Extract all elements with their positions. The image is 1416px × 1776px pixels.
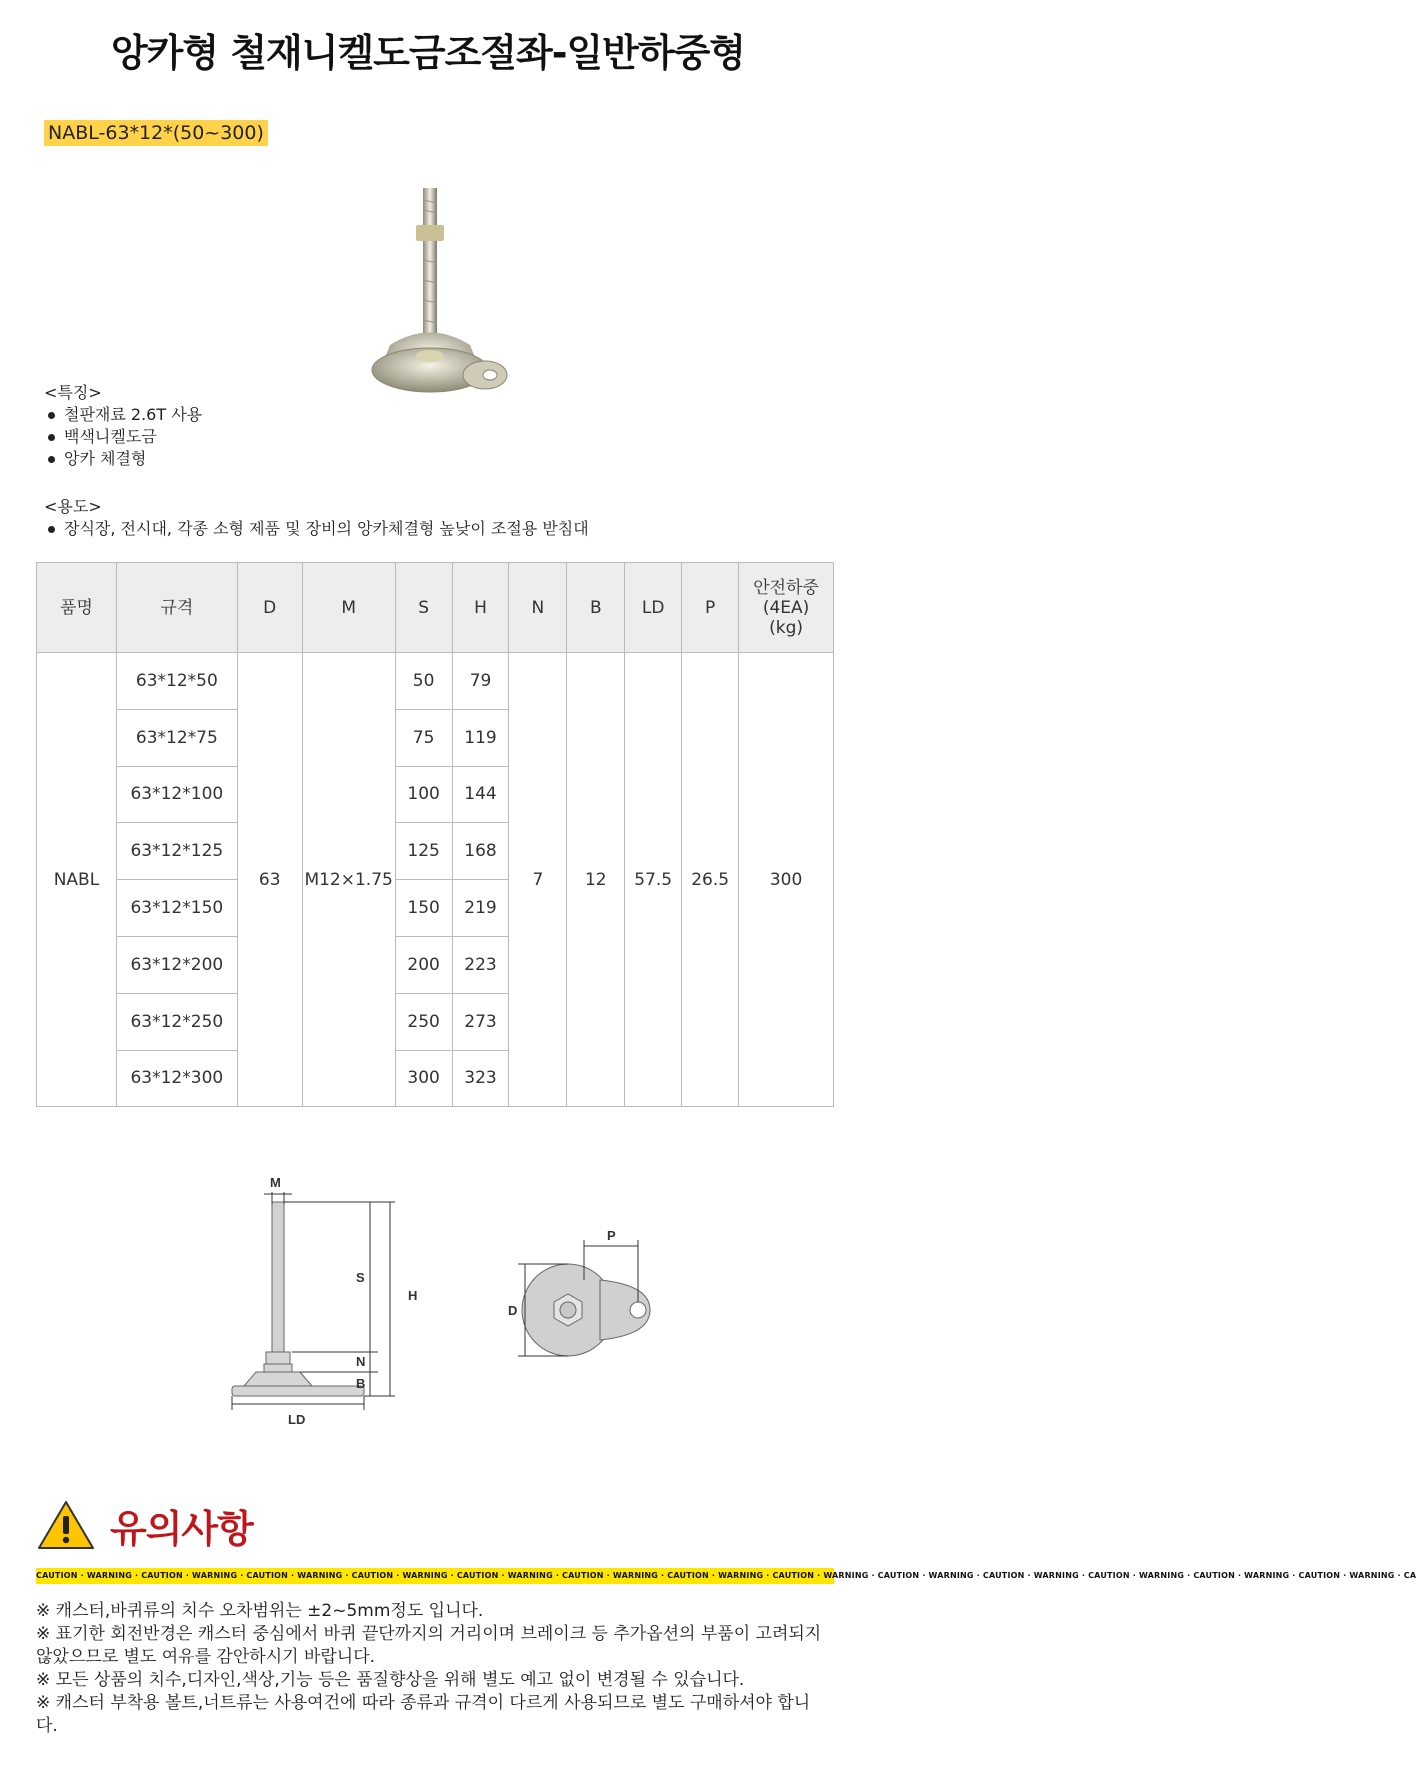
spec-cell: 63*12*125 <box>116 823 237 880</box>
s-cell: 200 <box>395 936 452 993</box>
label-n: N <box>356 1354 366 1369</box>
label-h: H <box>408 1288 418 1303</box>
h-cell: 144 <box>452 766 509 823</box>
model-tag: NABL-63*12*(50~300) <box>44 120 268 146</box>
spec-cell: 63*12*75 <box>116 709 237 766</box>
warning-icon <box>36 1499 96 1551</box>
d-cell: 63 <box>237 653 302 1107</box>
header-cell: H <box>452 563 509 653</box>
usage-section <box>44 496 589 540</box>
caution-title: 유의사항 <box>110 1506 253 1551</box>
note-item: ※ 캐스터 부착용 볼트,너트류는 사용여건에 따라 종류과 규격이 다르게 사용되므로 별도 구매하셔야 합니다. <box>36 1693 811 1736</box>
spec-cell: 63*12*50 <box>116 653 237 710</box>
spec-table <box>36 562 834 1107</box>
h-cell: 79 <box>452 653 509 710</box>
s-cell: 125 <box>395 823 452 880</box>
header-cell: N <box>509 563 567 653</box>
top-view-drawing <box>518 1240 650 1356</box>
s-cell: 100 <box>395 766 452 823</box>
s-cell: 250 <box>395 993 452 1050</box>
caution-section <box>36 1490 1416 1584</box>
header-cell: LD <box>625 563 682 653</box>
table-header-row <box>37 563 834 653</box>
note-item: ※ 표기한 회전반경은 캐스터 중심에서 바퀴 끝단까지의 거리이며 브레이크 등 추가옵션의 부품이 고려되지 않았으므로 별도 여유를 감안하시기 바랍니다. <box>36 1624 822 1667</box>
name-cell: NABL <box>37 653 117 1107</box>
feature-item: 철판재료 2.6T 사용 <box>44 404 202 426</box>
header-cell: S <box>395 563 452 653</box>
s-cell: 75 <box>395 709 452 766</box>
m-cell: M12×1.75 <box>302 653 395 1107</box>
h-cell: 168 <box>452 823 509 880</box>
header-cell: M <box>302 563 395 653</box>
label-ld: LD <box>288 1412 306 1427</box>
usage-heading: <용도> <box>44 497 102 516</box>
header-cell: 품명 <box>37 563 117 653</box>
spec-cell: 63*12*150 <box>116 880 237 937</box>
label-m: M <box>270 1175 281 1190</box>
p-cell: 26.5 <box>682 653 739 1107</box>
notes-section <box>36 1600 826 1738</box>
page-title: 앙카형 철재니켈도금조절좌-일반하중형 <box>110 31 746 75</box>
header-cell: B <box>567 563 625 653</box>
label-b: B <box>356 1376 366 1391</box>
side-view-drawing <box>232 1192 395 1410</box>
note-item: ※ 모든 상품의 치수,디자인,색상,기능 등은 품질향상을 위해 별도 예고 없이 변경될 수 있습니다. <box>36 1670 745 1690</box>
h-cell: 219 <box>452 880 509 937</box>
b-cell: 12 <box>567 653 625 1107</box>
s-cell: 300 <box>395 1050 452 1107</box>
features-heading: <특징> <box>44 383 102 402</box>
feature-item: 앙카 체결형 <box>44 448 202 470</box>
features-section <box>44 382 202 470</box>
usage-item: 장식장, 전시대, 각종 소형 제품 및 장비의 앙카체결형 높낮이 조절용 받침대 <box>44 518 589 540</box>
ld-cell: 57.5 <box>625 653 682 1107</box>
h-cell: 273 <box>452 993 509 1050</box>
h-cell: 223 <box>452 936 509 993</box>
h-cell: 323 <box>452 1050 509 1107</box>
note-item: ※ 캐스터,바퀴류의 치수 오차범위는 ±2~5mm정도 입니다. <box>36 1601 484 1621</box>
header-cell: D <box>237 563 302 653</box>
caution-strip: CAUTION · WARNING · CAUTION · WARNING · CAUTION · WARNING · CAUTION · WARNING · CAUTION · WARNING · CAUTION · WARNING · CAUTION · WARNING · CAUTION · WARNING · CAUTION · WARNING · CAUTION · WARNING · CAUTION · WARNING · CAUTION · WARNING · CAUTION · WARNING · CA <box>36 1568 834 1584</box>
label-p: P <box>607 1228 616 1243</box>
label-s: S <box>356 1270 365 1285</box>
header-cell: P <box>682 563 739 653</box>
header-cell: 규격 <box>116 563 237 653</box>
header-cell: 안전하중 (4EA) (kg) <box>739 563 834 653</box>
dimension-diagram <box>220 1160 670 1440</box>
s-cell: 50 <box>395 653 452 710</box>
label-d: D <box>508 1303 518 1318</box>
spec-cell: 63*12*300 <box>116 1050 237 1107</box>
spec-cell: 63*12*200 <box>116 936 237 993</box>
feature-item: 백색니켈도금 <box>44 426 202 448</box>
h-cell: 119 <box>452 709 509 766</box>
spec-cell: 63*12*100 <box>116 766 237 823</box>
s-cell: 150 <box>395 880 452 937</box>
load-cell: 300 <box>739 653 834 1107</box>
product-photo <box>190 170 700 470</box>
n-cell: 7 <box>509 653 567 1107</box>
spec-cell: 63*12*250 <box>116 993 237 1050</box>
table-row <box>37 653 834 710</box>
